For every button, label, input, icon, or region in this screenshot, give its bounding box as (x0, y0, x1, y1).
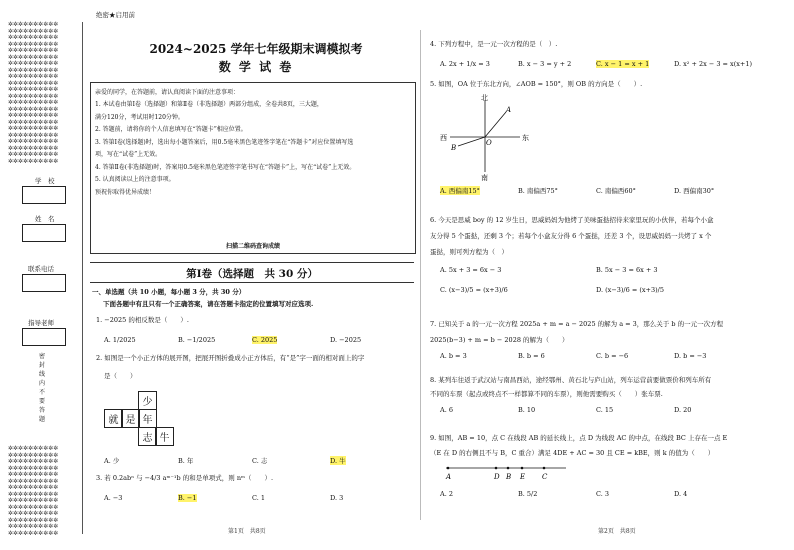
section-title: 第Ⅰ卷（选择题 共 30 分） (186, 268, 318, 280)
seal-char: 不 (38, 389, 45, 396)
q3-option-d[interactable]: D. 3 (330, 494, 344, 502)
notes-box (90, 82, 416, 254)
q3-stem: 3. 若 0.2abⁿ 与 −4/3 aᵐ⁻¹b 的和是单项式，则 nᵐ（ ）. (96, 474, 274, 482)
point-a-label: A (506, 106, 512, 114)
segment-point-label: C (542, 473, 548, 481)
decorative-dots-top: ✲✲✲✲✲✲✲✲✲✲ ✲✲✲✲✲✲✲✲✲✲ ✲✲✲✲✲✲✲✲✲✲ ✲✲✲✲✲✲✲✲✲✲ ✲✲✲✲✲✲✲✲✲✲ ✲✲✲✲✲✲✲✲✲✲ ✲✲✲✲✲✲✲✲✲✲ ✲✲✲✲✲✲✲✲✲✲ ✲✲✲✲✲✲✲✲✲✲ ✲✲✲✲✲✲✲✲✲✲ ✲✲✲✲✲✲✲✲✲✲ ✲✲✲✲✲✲✲✲✲✲ ✲✲✲✲✲✲✲✲✲✲ ✲✲✲✲✲✲✲✲✲✲ ✲✲✲✲✲✲✲✲✲✲ ✲✲✲✲✲✲✲✲✲✲ ✲✲✲✲✲✲✲✲✲✲ ✲✲✲✲✲✲✲✲✲✲ ✲✲✲✲✲✲✲✲✲✲ ✲✲✲✲✲✲✲✲✲✲ ✲✲✲✲✲✲✲✲✲✲ ✲✲✲✲✲✲✲✲✲✲ (8, 21, 59, 165)
q5-option-c[interactable]: C. 南偏西60° (596, 187, 636, 195)
q1-option-b[interactable]: B. −1/2025 (178, 336, 216, 344)
q1-option-d[interactable]: D. −2025 (330, 336, 362, 344)
phone-label: 联系电话 (28, 265, 54, 273)
segment-point (447, 467, 450, 470)
q4-option-d[interactable]: D. x² + 2x − 3 = x(x+1) (674, 60, 753, 68)
segment-point-label: D (494, 473, 500, 481)
q3-option-a[interactable]: A. −3 (104, 494, 123, 502)
exam-subtitle: 数 学 试 卷 (218, 60, 294, 74)
segment-point (495, 467, 498, 470)
q6-option-a[interactable]: A. 5x + 3 = 6x − 3 (440, 266, 502, 274)
net-cell: 是 (121, 409, 140, 428)
segment-point (507, 467, 510, 470)
note-item: 预祝你取得优异成绩！ (95, 188, 156, 196)
school-label: 学 校 (35, 177, 55, 185)
seal-line-text (38, 352, 46, 424)
net-cell: 志 (138, 427, 157, 446)
q8-option-a[interactable]: A. 6 (440, 406, 453, 414)
net-cell: 年 (138, 409, 157, 428)
segment-diagram (440, 462, 570, 484)
seal-char: 题 (38, 416, 45, 423)
ray-ob (458, 137, 485, 146)
teacher-label: 指导老师 (28, 319, 54, 327)
page-number-right: 第2页 共8页 (598, 528, 636, 535)
q1-option-a[interactable]: A. 1/2025 (104, 336, 136, 344)
q9-option-b[interactable]: B. 5/2 (518, 490, 538, 498)
section-rule-top (90, 262, 414, 263)
q3-option-b[interactable]: B. −1 (178, 494, 197, 502)
q6-stem: 6. 今天是思威 boy 的 12 岁生日，思威妈妈为他烤了美味蛋挞招待来家里玩的小伙伴，若每个小盒 (430, 216, 714, 224)
west-label: 西 (440, 134, 447, 142)
cube-net (104, 388, 194, 448)
note-item: 项，写在“试卷”上无效。 (95, 151, 162, 158)
q5-option-b[interactable]: B. 南偏西75° (518, 187, 558, 195)
q5-option-d[interactable]: D. 西偏南30° (674, 187, 715, 195)
ray-oa (485, 112, 506, 137)
q4-option-c[interactable]: C. x − 1 = x + 1 (596, 60, 650, 68)
q5-stem: 5. 如图，OA 位于东北方向，∠AOB = 150°，则 OB 的方向是（ ）. (430, 80, 643, 88)
q6-option-b[interactable]: B. 5x − 3 = 6x + 3 (596, 266, 658, 274)
q9-option-c[interactable]: C. 3 (596, 490, 610, 498)
seal-char: 密 (38, 353, 45, 360)
q7-option-d[interactable]: D. b = −3 (674, 352, 707, 360)
q5-option-a[interactable]: A. 西偏南15° (440, 187, 480, 195)
segment-point-label: E (520, 473, 526, 481)
seal-char: 线 (38, 371, 45, 378)
q2-stem: 2. 如图是一个小正方体的展开图，把展开图折叠成小正方体后，有“是”字一面的相对面上的字 (96, 354, 365, 362)
note-item: 1. 本试卷由第Ⅰ卷（选择题）和第Ⅱ卷（非选择题）两部分组成，全卷共8页，三大题， (95, 101, 323, 108)
q8-option-b[interactable]: B. 10 (518, 406, 536, 414)
compass-diagram (440, 92, 530, 182)
q1-stem: 1. −2025 的相反数是（ ）. (96, 316, 189, 324)
q6-option-d[interactable]: D. (x−3)/6 = (x+3)/5 (596, 286, 664, 294)
q7-option-c[interactable]: C. b = −6 (596, 352, 629, 360)
q7-option-b[interactable]: B. b = 6 (518, 352, 545, 360)
seal-char: 答 (38, 407, 45, 414)
q2-option-d[interactable]: D. 牛 (330, 457, 346, 465)
part-heading: 一、单选题（共 10 小题，每小题 3 分，共 30 分） (92, 288, 246, 296)
part-instruction: 下面各题中有且只有一个正确答案，请在答题卡指定的位置填写对应选项. (103, 300, 314, 308)
segment-point (521, 467, 524, 470)
q4-stem: 4. 下列方程中，是一元一次方程的是（ ）. (430, 40, 558, 48)
page-number-left: 第1页 共8页 (228, 528, 266, 535)
q8-stem: 8. 某列车往返于武汉站与南昌西站，途经鄂州、黄石北与庐山站，列车运营前要做票价和列车所有 (430, 376, 712, 384)
notes-list (95, 99, 355, 199)
east-label: 东 (522, 134, 529, 142)
exam-title: 2024~2025 学年七年级期末调模拟考 (149, 42, 363, 56)
q2-stem-2: 是（ ） (104, 372, 137, 380)
q6-stem-3: 蛋挞，则可列方程为（ ） (430, 248, 508, 256)
section-rule-bottom (90, 282, 414, 283)
q9-stem-2: （E 在 D 的右侧且不与 B，C 重合）满足 4DE + AC = 30 且 CE = kBE，则 k 的值为（ ） (430, 449, 715, 457)
q9-stem: 9. 如图，AB = 10，点 C 在线段 AB 的延长线上，点 D 为线段 AC 的中点，在线段 BC 上存在一点 E (430, 434, 728, 442)
q2-option-b[interactable]: B. 年 (178, 457, 194, 465)
q2-option-a[interactable]: A. 少 (104, 457, 120, 465)
q6-stem-2: 友分得 5 个蛋挞，还剩 3 个；若每个小盒友分得 6 个蛋挞，还差 3 个，设思威妈妈一共烤了 x 个 (430, 232, 712, 240)
point-b-label: B (451, 144, 457, 152)
q6-option-c[interactable]: C. (x−3)/5 = (x+3)/6 (440, 286, 508, 294)
north-label: 北 (481, 94, 488, 102)
q9-option-d[interactable]: D. 4 (674, 490, 688, 498)
classification-label: 绝密★启用前 (96, 11, 135, 19)
q7-stem-2: 2025(b−3) + m = b − 2028 的解为（ ） (430, 336, 569, 344)
net-cell: 就 (104, 409, 123, 428)
note-item: 3. 答第Ⅰ卷(选择题)时，选出每小题答案后，用0.5毫米黑色笔迹签字笔在“答题卡”对应位置填写选 (95, 138, 354, 146)
notes-intro: 亲爱的同学，在答题前，请认真阅读下面的注意事项： (95, 89, 240, 96)
origin-label: O (486, 139, 492, 147)
qr-label: 扫描二维码查询成绩 (225, 243, 280, 250)
binding-strip (8, 21, 80, 537)
q1-option-c[interactable]: C. 2025 (252, 336, 278, 344)
q7-stem: 7. 已知关于 a 的一元一次方程 2025a + m = a − 2025 的解为 a = 3，那么关于 b 的一元一次方程 (430, 320, 724, 328)
decorative-dots-bottom: ✲✲✲✲✲✲✲✲✲✲ ✲✲✲✲✲✲✲✲✲✲ ✲✲✲✲✲✲✲✲✲✲ ✲✲✲✲✲✲✲✲✲✲ ✲✲✲✲✲✲✲✲✲✲ ✲✲✲✲✲✲✲✲✲✲ ✲✲✲✲✲✲✲✲✲✲ ✲✲✲✲✲✲✲✲✲✲ ✲✲✲✲✲✲✲✲✲✲ ✲✲✲✲✲✲✲✲✲✲ ✲✲✲✲✲✲✲✲✲✲ ✲✲✲✲✲✲✲✲✲✲ ✲✲✲✲✲✲✲✲✲✲ ✲✲✲✲✲✲✲✲✲✲ (8, 445, 59, 537)
q4-option-b[interactable]: B. x − 3 = y + 2 (518, 60, 572, 68)
q8-stem-2: 不同的车票（起点或终点不一样都算不同的车票），则他需要购买（ ）张车票. (430, 390, 663, 398)
q8-option-d[interactable]: D. 20 (674, 406, 692, 414)
phone-field[interactable] (22, 274, 66, 292)
q8-option-c[interactable]: C. 15 (596, 406, 614, 414)
note-item: 4. 答第Ⅱ卷(非选择题)时，答案用0.5毫米黑色笔迹签字笔书写在“答题卡”上，写在“试卷”上无效。 (95, 163, 356, 171)
seal-char: 内 (38, 380, 45, 387)
segment-point (543, 467, 546, 470)
seal-char: 要 (38, 398, 45, 405)
south-label: 南 (481, 174, 488, 182)
segment-point-label: A (446, 473, 452, 481)
page-divider (420, 30, 421, 520)
net-cell: 牛 (155, 427, 174, 446)
school-field[interactable] (22, 186, 66, 204)
strip-divider (82, 22, 83, 534)
seal-char: 封 (38, 362, 45, 369)
teacher-field[interactable] (22, 328, 66, 346)
q4-option-a[interactable]: A. 2x + 1/x = 3 (440, 60, 490, 68)
q3-option-c[interactable]: C. 1 (252, 494, 266, 502)
name-label: 姓 名 (35, 215, 55, 223)
note-item: 满分120分，考试用时120分钟。 (95, 113, 184, 121)
name-field[interactable] (22, 224, 66, 242)
q9-option-a[interactable]: A. 2 (440, 490, 453, 498)
q7-option-a[interactable]: A. b = 3 (440, 352, 467, 360)
net-cell: 少 (138, 391, 157, 410)
note-item: 2. 答题前，请将你的个人信息填写在“答题卡”相应位置。 (95, 126, 247, 133)
segment-point-label: B (506, 473, 512, 481)
q2-option-c[interactable]: C. 志 (252, 457, 268, 465)
note-item: 5. 认真阅读以上的注意事项。 (95, 176, 175, 183)
